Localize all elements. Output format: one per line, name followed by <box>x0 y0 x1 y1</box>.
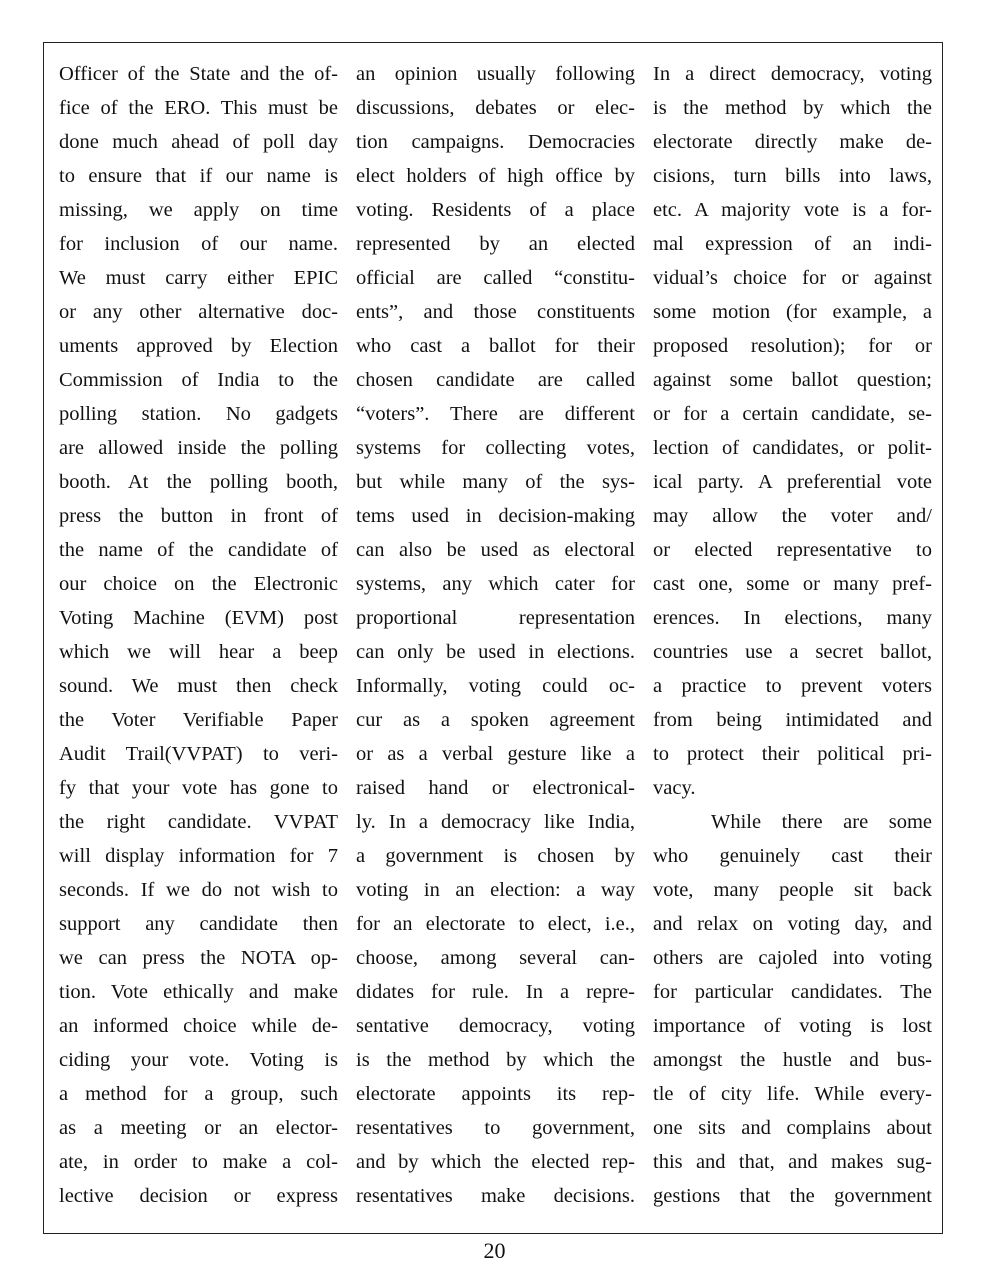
text-line: systems, any which cater for <box>356 573 635 595</box>
text-line: and by which the elected rep- <box>356 1151 635 1173</box>
text-line: ents”, and those constituents <box>356 301 635 323</box>
text-line: a practice to prevent voters <box>653 675 932 697</box>
text-line: support any candidate then <box>59 913 338 935</box>
text-line: polling station. No gadgets <box>59 403 338 425</box>
text-line: raised hand or electronical- <box>356 777 635 799</box>
text-line: tion. Vote ethically and make <box>59 981 338 1003</box>
text-line: Officer of the State and the of- <box>59 63 338 85</box>
text-line: the name of the candidate of <box>59 539 338 561</box>
text-line: mal expression of an indi- <box>653 233 932 255</box>
text-line: or elected representative to <box>653 539 932 561</box>
text-line: will display information for 7 <box>59 845 338 867</box>
text-line: choose, among several can- <box>356 947 635 969</box>
text-line: seconds. If we do not wish to <box>59 879 338 901</box>
text-line: In a direct democracy, voting <box>653 63 932 85</box>
text-line: tle of city life. While every- <box>653 1083 932 1105</box>
text-line: fice of the ERO. This must be <box>59 97 338 119</box>
text-line: Commission of India to the <box>59 369 338 391</box>
text-line: press the button in front of <box>59 505 338 527</box>
text-line: one sits and complains about <box>653 1117 932 1139</box>
text-line: vote, many people sit back <box>653 879 932 901</box>
text-line: fy that your vote has gone to <box>59 777 338 799</box>
text-line: sound. We must then check <box>59 675 338 697</box>
text-line: this and that, and makes sug- <box>653 1151 932 1173</box>
text-line: and relax on voting day, and <box>653 913 932 935</box>
text-line: lection of candidates, or polit- <box>653 437 932 459</box>
text-line: for particular candidates. The <box>653 981 932 1003</box>
text-line: or for a certain candidate, se- <box>653 403 932 425</box>
text-line: as a meeting or an elector- <box>59 1117 338 1139</box>
text-line: to protect their political pri- <box>653 743 932 765</box>
text-line: “voters”. There are different <box>356 403 635 425</box>
text-line: are allowed inside the polling <box>59 437 338 459</box>
text-line: some motion (for example, a <box>653 301 932 323</box>
text-line: a method for a group, such <box>59 1083 338 1105</box>
text-line: countries use a secret ballot, <box>653 641 932 663</box>
text-line: uments approved by Election <box>59 335 338 357</box>
text-line: our choice on the Electronic <box>59 573 338 595</box>
text-line: electorate appoints its rep- <box>356 1083 635 1105</box>
text-line: etc. A majority vote is a for- <box>653 199 932 221</box>
text-line: to ensure that if our name is <box>59 165 338 187</box>
text-line: is the method by which the <box>653 97 932 119</box>
text-line: voting. Residents of a place <box>356 199 635 221</box>
text-line: Informally, voting could oc- <box>356 675 635 697</box>
text-line: tion campaigns. Democracies <box>356 131 635 153</box>
page-number: 20 <box>483 1238 506 1263</box>
text-line: resentatives to government, <box>356 1117 635 1139</box>
text-line: is the method by which the <box>356 1049 635 1071</box>
text-line: gestions that the government <box>653 1185 932 1207</box>
text-line: represented by an elected <box>356 233 635 255</box>
text-line: the right candidate. VVPAT <box>59 811 338 833</box>
text-line: lective decision or express <box>59 1185 338 1207</box>
text-column-3 <box>653 57 932 1213</box>
text-line: can only be used in elections. <box>356 641 635 663</box>
text-line: vacy. <box>653 777 696 799</box>
text-line: others are cajoled into voting <box>653 947 932 969</box>
text-line: erences. In elections, many <box>653 607 932 629</box>
text-line: ate, in order to make a col- <box>59 1151 338 1173</box>
text-line: amongst the hustle and bus- <box>653 1049 932 1071</box>
text-line: for an electorate to elect, i.e., <box>356 913 635 935</box>
text-line: a government is chosen by <box>356 845 635 867</box>
text-line: We must carry either EPIC <box>59 267 338 289</box>
text-line: ical party. A preferential vote <box>653 471 932 493</box>
text-line: an opinion usually following <box>356 63 635 85</box>
text-line: proportional representation <box>356 607 635 629</box>
text-line: vidual’s choice for or against <box>653 267 932 289</box>
text-line: done much ahead of poll day <box>59 131 338 153</box>
text-line: chosen candidate are called <box>356 369 635 391</box>
text-line: official are called “constitu- <box>356 267 635 289</box>
text-line: can also be used as electoral <box>356 539 635 561</box>
text-line: may allow the voter and/ <box>653 505 932 527</box>
text-line: elect holders of high office by <box>356 165 635 187</box>
text-line: Voting Machine (EVM) post <box>59 607 338 629</box>
text-line: from being intimidated and <box>653 709 932 731</box>
text-line: we can press the NOTA op- <box>59 947 338 969</box>
text-line: who cast a ballot for their <box>356 335 635 357</box>
text-line: missing, we apply on time <box>59 199 338 221</box>
text-line: the Voter Verifiable Paper <box>59 709 338 731</box>
text-line: proposed resolution); for or <box>653 335 932 357</box>
text-line: didates for rule. In a repre- <box>356 981 635 1003</box>
text-line: sentative democracy, voting <box>356 1015 635 1037</box>
text-line: Audit Trail(VVPAT) to veri- <box>59 743 338 765</box>
text-line: voting in an election: a way <box>356 879 635 901</box>
text-line: ciding your vote. Voting is <box>59 1049 338 1071</box>
text-line: or as a verbal gesture like a <box>356 743 635 765</box>
text-line: which we will hear a beep <box>59 641 338 663</box>
text-line: cast one, some or many pref- <box>653 573 932 595</box>
text-line: tems used in decision-making <box>356 505 635 527</box>
text-line: cisions, turn bills into laws, <box>653 165 932 187</box>
text-line: discussions, debates or elec- <box>356 97 635 119</box>
text-line: against some ballot question; <box>653 369 932 391</box>
text-line: systems for collecting votes, <box>356 437 635 459</box>
text-line: who genuinely cast their <box>653 845 932 867</box>
text-line: electorate directly make de- <box>653 131 932 153</box>
text-line: booth. At the polling booth, <box>59 471 338 493</box>
text-line: an informed choice while de- <box>59 1015 338 1037</box>
text-column-2 <box>356 57 635 1213</box>
text-line: for inclusion of our name. <box>59 233 338 255</box>
text-line: cur as a spoken agreement <box>356 709 635 731</box>
text-line: or any other alternative doc- <box>59 301 338 323</box>
text-line: importance of voting is lost <box>653 1015 932 1037</box>
text-line: but while many of the sys- <box>356 471 635 493</box>
text-column-1 <box>59 57 338 1213</box>
text-line: ly. In a democracy like India, <box>356 811 635 833</box>
text-line: resentatives make decisions. <box>356 1185 635 1207</box>
text-line: While there are some <box>711 811 932 833</box>
